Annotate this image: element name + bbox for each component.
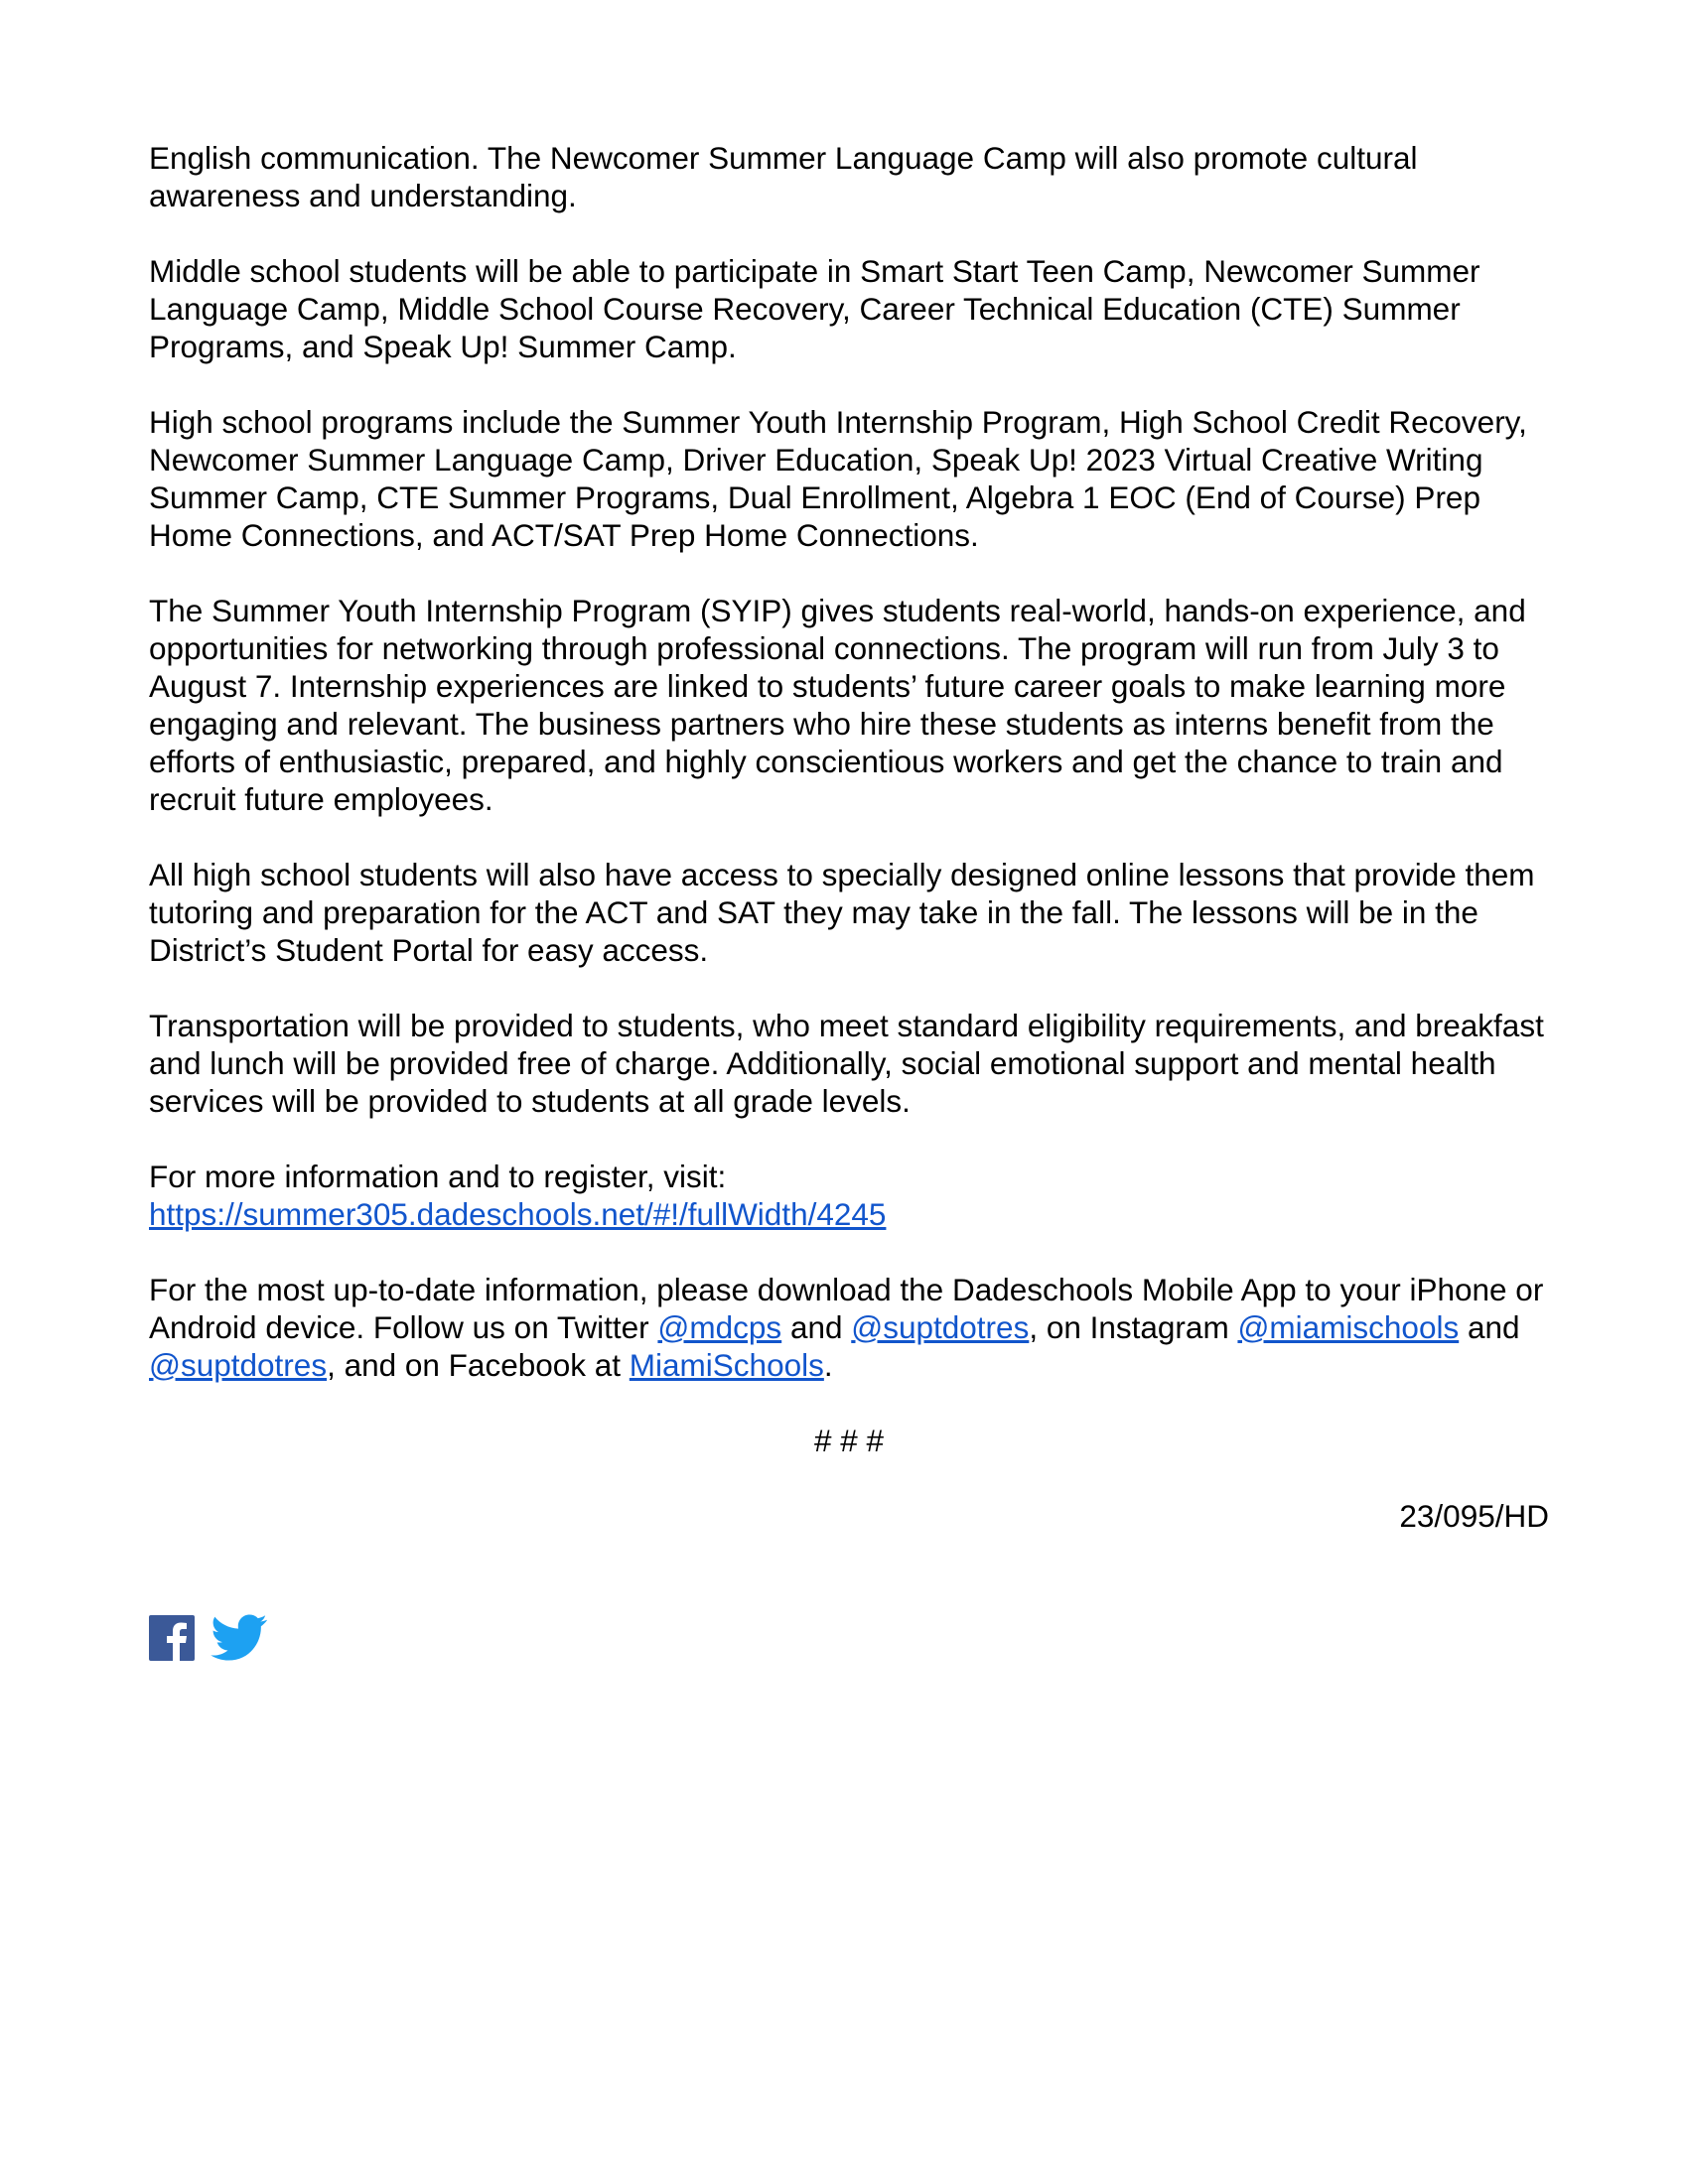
instagram-miamischools-link[interactable]: @miamischools [1237,1309,1460,1345]
twitter-mdcps-link[interactable]: @mdcps [657,1309,782,1345]
closing-text-3: , and on Facebook at [327,1347,630,1383]
paragraph-internship: The Summer Youth Internship Program (SYIP) gives students real-world, hands-on experience, and opportunities for networking through professional connections. The program will run from July 3 to August 7. Internship experiences are linked to students’ future career goals to make learning more engaging and relevant. The business partners who hire these students as interns benefit from the efforts of enthusiastic, prepared, and highly conscientious workers and get the chance to train and recruit future employees. [149,593,1526,817]
instagram-suptdotres-link[interactable]: @suptdotres [149,1347,328,1383]
closing-text-1: For the most up-to-date information, please download the Dadeschools Mobile App to your iPhone or Android device. Follow us on Twitter [149,1272,1544,1345]
paragraph-register [149,1158,1549,1233]
closing-end: . [823,1347,833,1383]
paragraph-online-lessons: All high school students will also have access to specially designed online lessons that provide them tutoring and preparation for the ACT and SAT they may take in the fall. The lessons will be in the District’s Student Portal for easy access. [149,857,1535,968]
register-text: For more information and to register, visit: [149,1159,727,1194]
closing-and-2: and [1459,1309,1520,1345]
closing-text-2: , on Instagram [1029,1309,1238,1345]
twitter-suptdotres-link[interactable]: @suptdotres [851,1309,1030,1345]
facebook-icon[interactable] [149,1615,195,1661]
closing-and-1: and [781,1309,852,1345]
facebook-miamischools-link[interactable]: MiamiSchools [629,1347,824,1383]
document-page [149,139,1549,1662]
paragraph-language-camp: English communication. The Newcomer Summer Language Camp will also promote cultural awareness and understanding. [149,140,1418,213]
social-icons [149,1614,1549,1662]
twitter-icon[interactable] [211,1614,268,1662]
paragraph-middle-school: Middle school students will be able to participate in Smart Start Teen Camp, Newcomer Summer Language Camp, Middle School Course Recovery, Career Technical Education (CTE) Summer Programs, and Speak Up! Summer Camp. [149,253,1480,364]
twitter-icon-bird [211,1614,267,1660]
paragraph-transportation: Transportation will be provided to students, who meet standard eligibility requirements, and breakfast and lunch will be provided free of charge. Additionally, social emotional support and mental health services will be provided to students at all grade levels. [149,1008,1544,1119]
paragraph-high-school: High school programs include the Summer Youth Internship Program, High School Credit Recovery, Newcomer Summer Language Camp, Driver Education, Speak Up! 2023 Virtual Creative Writing Summer Camp, CTE Summer Programs, Dual Enrollment, Algebra 1 EOC (End of Course) Prep Home Connections, and ACT/SAT Prep Home Connections. [149,404,1527,553]
reference-code: 23/095/HD [1399,1498,1549,1534]
paragraph-social-info [149,1271,1549,1384]
end-marker: # # # [813,1423,885,1458]
register-link[interactable]: https://summer305.dadeschools.net/#!/fullWidth/4245 [149,1196,887,1232]
